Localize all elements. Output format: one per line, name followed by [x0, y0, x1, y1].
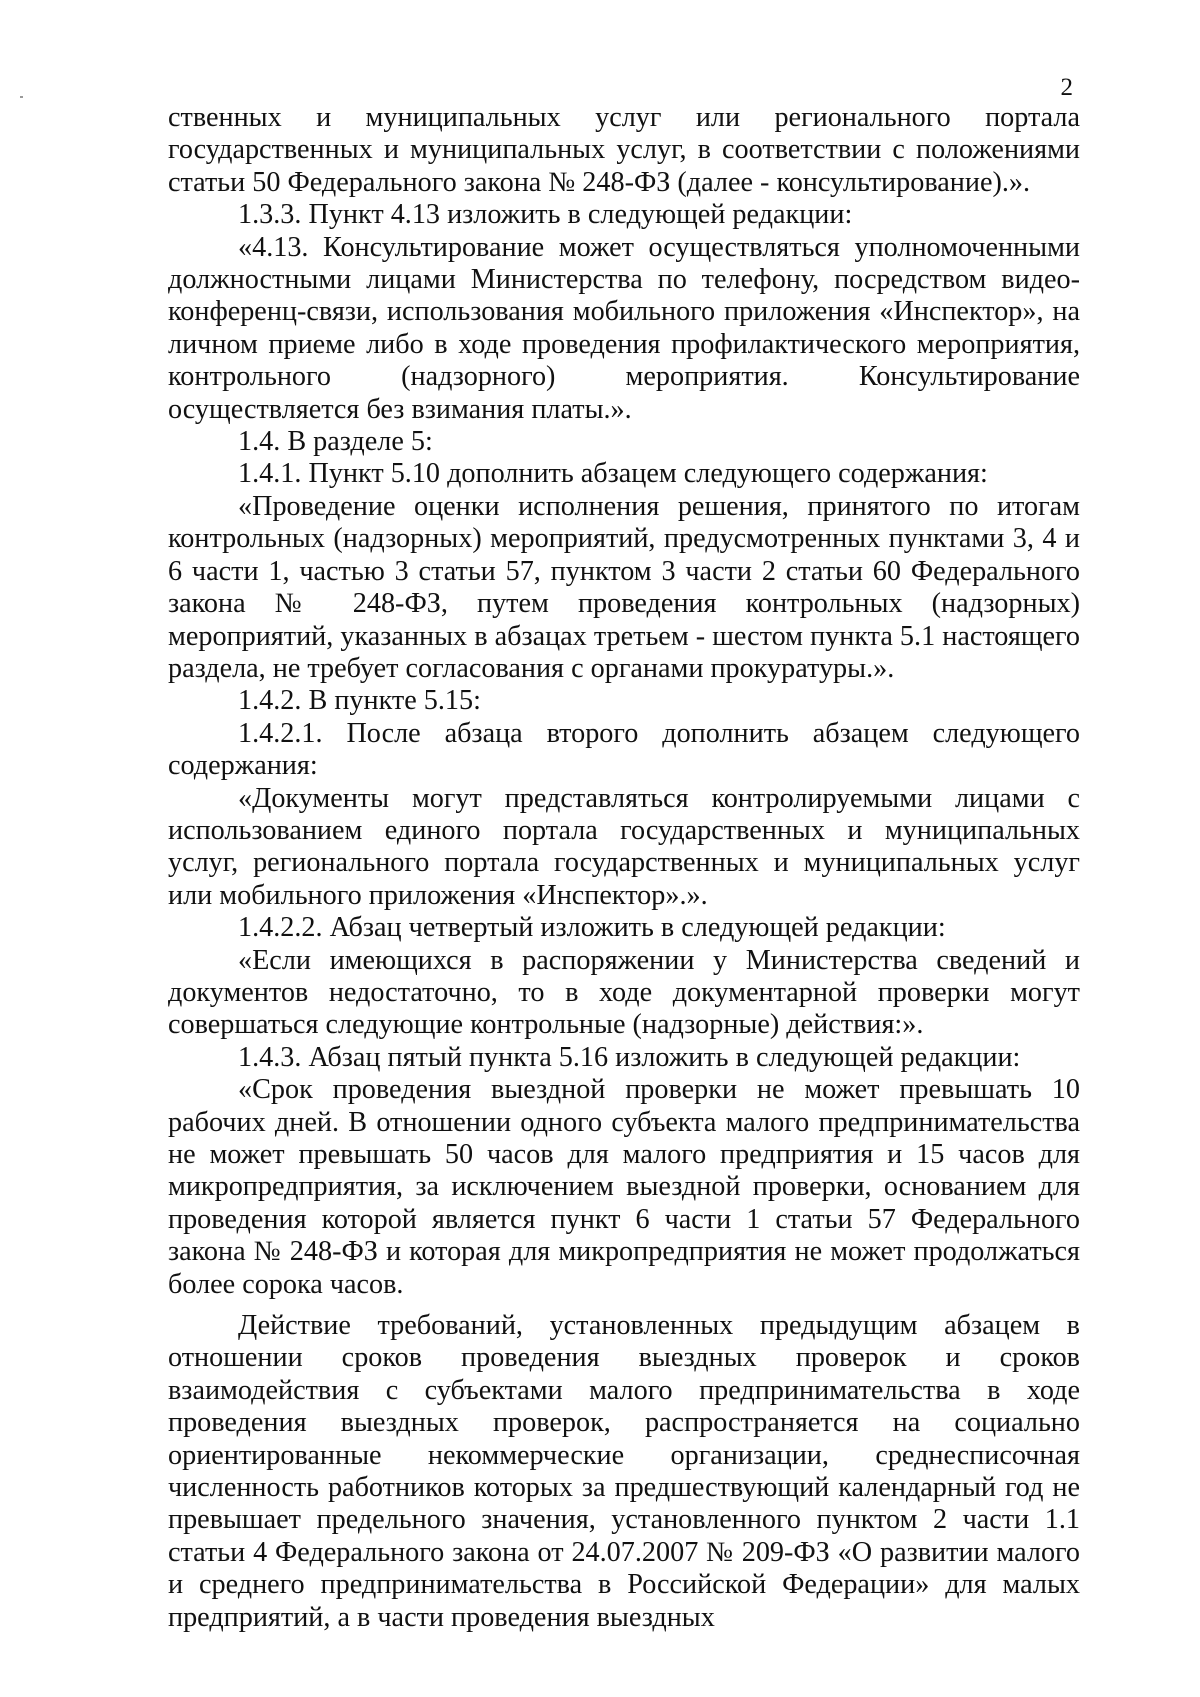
paragraph-1-4-1: 1.4.1. Пункт 5.10 дополнить абзацем следующего содержания: [238, 458, 988, 490]
paragraph-1-4-2-2: 1.4.2.2. Абзац четвертый изложить в следующей редакции: [238, 912, 946, 944]
paragraph-documents-quote: «Документы могут представляться контролируемыми лицами с использованием единого портала государственных и муниципальных услуг, регионального портала государственных и муниципальных услуг или мобильного приложения «Инспектор».». [168, 782, 1080, 911]
paragraph-1-4: 1.4. В разделе 5: [238, 426, 433, 458]
paragraph-4-13-quote: «4.13. Консультирование может осуществляться уполномоченными должностными лицами Министерства по телефону, посредством видео-конференц-связи, использования мобильного приложения «Инспектор», на личном приеме либо в ходе проведения профилактического мероприятия, контрольного (надзорного) мероприятия. Консультирование осуществляется без взимания платы.». [168, 231, 1080, 425]
paragraph-1-3-3: 1.3.3. Пункт 4.13 изложить в следующей редакции: [238, 199, 853, 231]
paragraph-inspection-term-quote: «Срок проведения выездной проверки не может превышать 10 рабочих дней. В отношении одного субъекта малого предпринимательства не может превышать 50 часов для малого предприятия и 15 часов для микропредприятия, за исключением выездной проверки, основанием для проведения которой является пункт 6 части 1 статьи 57 Федерального закона № 248-ФЗ и которая для микропредприятия не может продолжаться более сорока часов. [168, 1074, 1080, 1300]
paragraph-1-4-2-1: 1.4.2.1. После абзаца второго дополнить абзацем следующего содержания: [168, 717, 1080, 782]
scan-speck [20, 96, 23, 98]
paragraph-1-4-2: 1.4.2. В пункте 5.15: [238, 685, 481, 717]
page-number: 2 [1060, 74, 1073, 101]
paragraph-requirements-scope: Действие требований, установленных предыдущим абзацем в отношении сроков проведения выездных проверок и сроков взаимодействия с субъектами малого предпринимательства в ходе проведения выездных проверок, распространяется на социально ориентированные некоммерческие организации, среднесписочная численность работников которых за предшествующий календарный год не превышает предельного значения, установленного пунктом 2 части 1.1 статьи 4 Федерального закона от 24.07.2007 № 209-ФЗ «О развитии малого и среднего предпринимательства в Российской Федерации» для малых предприятий, а в части проведения выездных [168, 1310, 1080, 1633]
paragraph-continuation: ственных и муниципальных услуг или регионального портала государственных и муниципальных услуг, в соответствии с положениями статьи 50 Федерального закона № 248-ФЗ (далее - консультирование).». [168, 102, 1080, 198]
paragraph-actions-quote: «Если имеющихся в распоряжении у Министерства сведений и документов недостаточно, то в ходе документарной проверки могут совершаться следующие контрольные (надзорные) действия:». [168, 944, 1080, 1041]
document-body [168, 102, 1080, 1634]
paragraph-5-10-quote: «Проведение оценки исполнения решения, принятого по итогам контрольных (надзорных) мероприятий, предусмотренных пунктами 3, 4 и 6 части 1, частью 3 статьи 57, пунктом 3 части 2 статьи 60 Федерального закона № 248-ФЗ, путем проведения контрольных (надзорных) мероприятий, указанных в абзацах третьем - шестом пункта 5.1 настоящего раздела, не требует согласования с органами прокуратуры.». [168, 490, 1080, 684]
paragraph-1-4-3: 1.4.3. Абзац пятый пункта 5.16 изложить в следующей редакции: [238, 1041, 1021, 1073]
